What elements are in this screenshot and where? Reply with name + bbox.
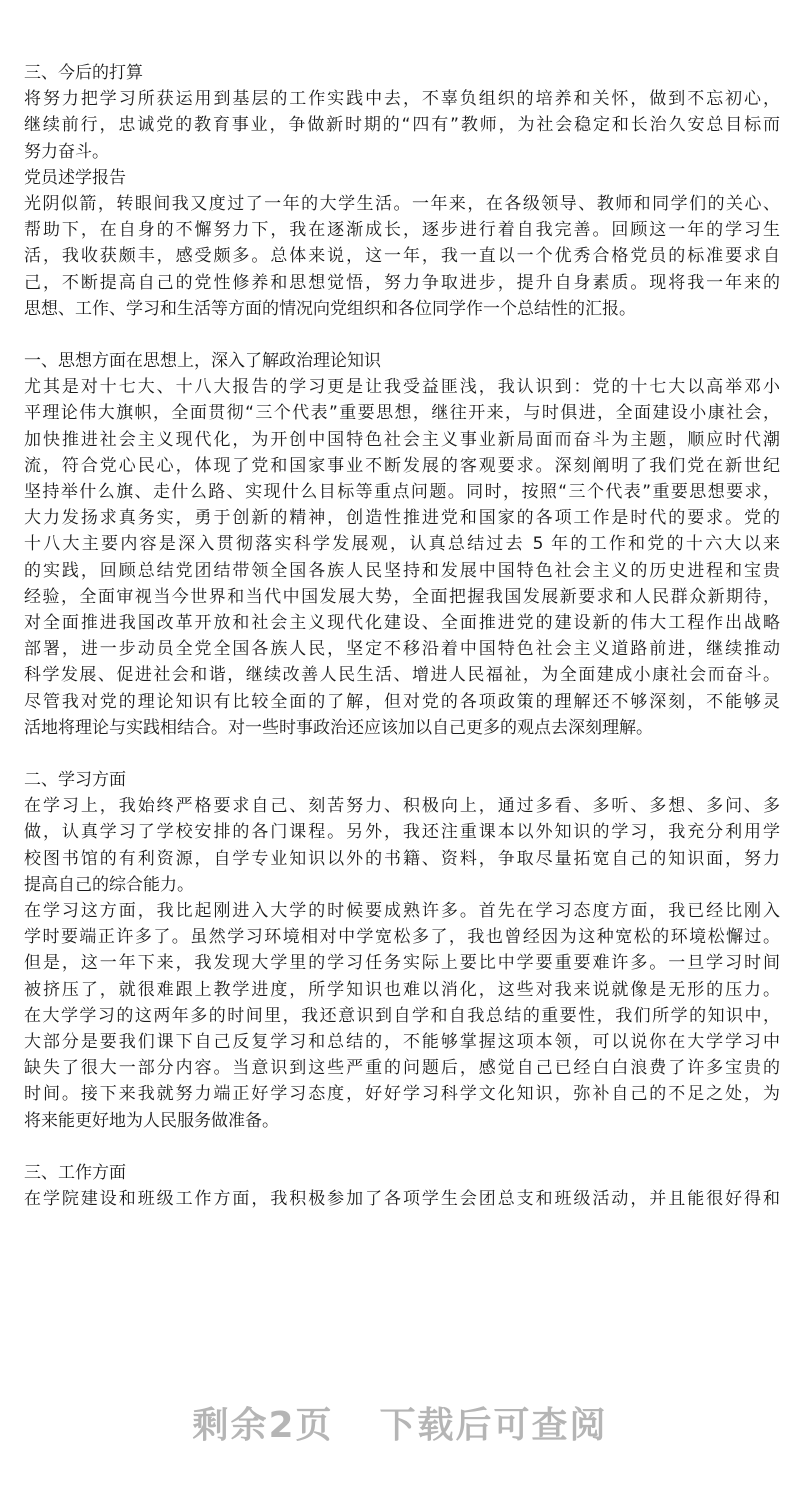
text-line: 十八大主要内容是深入贯彻落实科学发展观，认真总结过去 5 年的工作和党的十六大以来 — [24, 534, 780, 555]
text-line: 对全面推进我国改革开放和社会主义现代化建设、全面推进党的建设新的伟大工程作出战略 — [24, 612, 780, 633]
text-line: 努力奋斗。 — [24, 141, 109, 162]
text-line: 在学院建设和班级工作方面，我积极参加了各项学生会团总支和班级活动，并且能很好得和 — [24, 1189, 780, 1210]
text-line: 在学习这方面，我比起刚进入大学的时候要成熟许多。首先在学习态度方面，我已经比刚入 — [24, 901, 780, 921]
text-line: 被挤压了，就很难跟上教学进度，所学知识也难以消化，这些对我来说就像是无形的压力。 — [24, 979, 780, 1000]
text-line: 一、思想方面在思想上，深入了解政治理论知识 — [24, 351, 381, 372]
text-line: 科学发展、促进社会和谐，继续改善人民生活、增进人民福祉，为全面建成小康社会而奋斗。 — [24, 665, 780, 686]
text-line: 加快推进社会主义现代化，为开创中国特色社会主义事业新局面而奋斗为主题，顺应时代潮 — [24, 429, 780, 450]
download-to-view-label[interactable]: 下载后可查阅 — [379, 1404, 608, 1446]
text-line: 缺失了很大一部分内容。当意识到这些严重的问题后，感觉自己已经白白浪费了许多宝贵的 — [24, 1058, 780, 1079]
text-line: 光阴似箭，转眼间我又度过了一年的大学生活。一年来，在各级领导、教师和同学们的关心、 — [24, 193, 780, 214]
text-line: 大力发扬求真务实，勇于创新的精神，创造性推进党和国家的各项工作是时代的要求。党的 — [24, 508, 780, 529]
text-line: 校图书馆的有利资源，自学专业知识以外的书籍、资料，争取尽量拓宽自己的知识面，努力 — [24, 848, 780, 869]
text-line: 提高自己的综合能力。 — [24, 874, 194, 895]
text-line: 党员述学报告 — [24, 167, 126, 188]
text-line: 思想、工作、学习和生活等方面的情况向党组织和各位同学作一个总结性的汇报。 — [24, 298, 636, 319]
text-line: 部署，进一步动员全党全国各族人民，坚定不移沿着中国特色社会主义道路前进，继续推动 — [24, 639, 780, 660]
text-line: 坚持举什么旗、走什么路、实现什么目标等重点问题。同时，按照“三个代表”重要思想要求， — [24, 482, 780, 502]
text-line: 学时要端正许多了。虽然学习环境相对中学宽松多了，我也曾经因为这种宽松的环境松懈过。 — [24, 927, 780, 948]
text-line: 三、工作方面 — [24, 1162, 126, 1183]
blank-line — [24, 322, 780, 348]
text-line: 二、学习方面 — [24, 770, 126, 791]
text-line: 平理论伟大旗帜，全面贯彻“三个代表”重要思想，继往开来，与时俱进，全面建设小康社会， — [24, 403, 780, 424]
download-prompt-bar[interactable] — [0, 1392, 800, 1452]
text-line: 三、今后的打算 — [24, 63, 143, 83]
text-line: 时间。接下来我就努力端正好学习态度，好好学习科学文化知识，弥补自己的不足之处，为 — [24, 1084, 780, 1105]
text-line: 活，我收获颇丰，感受颇多。总体来说，这一年，我一直以一个优秀合格党员的标准要求自 — [24, 246, 780, 267]
text-line: 己，不断提高自己的党性修养和思想觉悟，努力争取进步，提升自身素质。现将我一年来的 — [24, 272, 780, 293]
blank-line — [24, 741, 780, 767]
text-line: 活地将理论与实践相结合。对一些时事政治还应该加以自己更多的观点去深刻理解。 — [24, 717, 653, 738]
text-line: 将努力把学习所获运用到基层的工作实践中去，不辜负组织的培养和关怀，做到不忘初心， — [24, 89, 780, 110]
remaining-pages-label[interactable]: 剩余2页 — [192, 1404, 334, 1446]
text-line: 在学习上，我始终严格要求自己、刻苦努力、积极向上，通过多看、多听、多想、多问、多 — [24, 796, 780, 817]
text-line: 将来能更好地为人民服务做准备。 — [24, 1110, 279, 1131]
clipped-previous-text — [24, 0, 58, 4]
text-line: 继续前行，忠诚党的教育事业，争做新时期的“四有”教师，为社会稳定和长治久安总目标而 — [24, 115, 780, 136]
blank-line — [24, 1134, 780, 1160]
text-line: 经验，全面审视当今世界和当代中国发展大势，全面把握我国发展新要求和人民群众新期待， — [24, 586, 780, 607]
text-line: 在大学学习的这两年多的时间里，我还意识到自学和自我总结的重要性，我们所学的知识中， — [24, 1005, 780, 1026]
text-line: 流，符合党心民心，体现了党和国家事业不断发展的客观要求。深刻阐明了我们党在新世纪 — [24, 455, 780, 476]
text-line: 的实践，回顾总结党团结带领全国各族人民坚持和发展中国特色社会主义的历史进程和宝贵 — [24, 560, 780, 581]
text-line: 尽管我对党的理论知识有比较全面的了解，但对党的各项政策的理解还不够深刻，不能够灵 — [24, 691, 780, 712]
document-body — [24, 60, 780, 1212]
text-line: 但是，这一年下来，我发现大学里的学习任务实际上要比中学要重要难许多。一旦学习时间 — [24, 953, 780, 974]
text-line: 帮助下，在自身的不懈努力下，我在逐渐成长，逐步进行着自我完善。回顾这一年的学习生 — [24, 220, 780, 241]
text-line: 大部分是要我们课下自己反复学习和总结的，不能够掌握这项本领，可以说你在大学学习中 — [24, 1031, 780, 1052]
text-line: 做，认真学习了学校安排的各门课程。另外，我还注重课本以外知识的学习，我充分利用学 — [24, 822, 780, 843]
text-line: 尤其是对十七大、十八大报告的学习更是让我受益匪浅，我认识到：党的十七大以高举邓小 — [24, 377, 780, 398]
